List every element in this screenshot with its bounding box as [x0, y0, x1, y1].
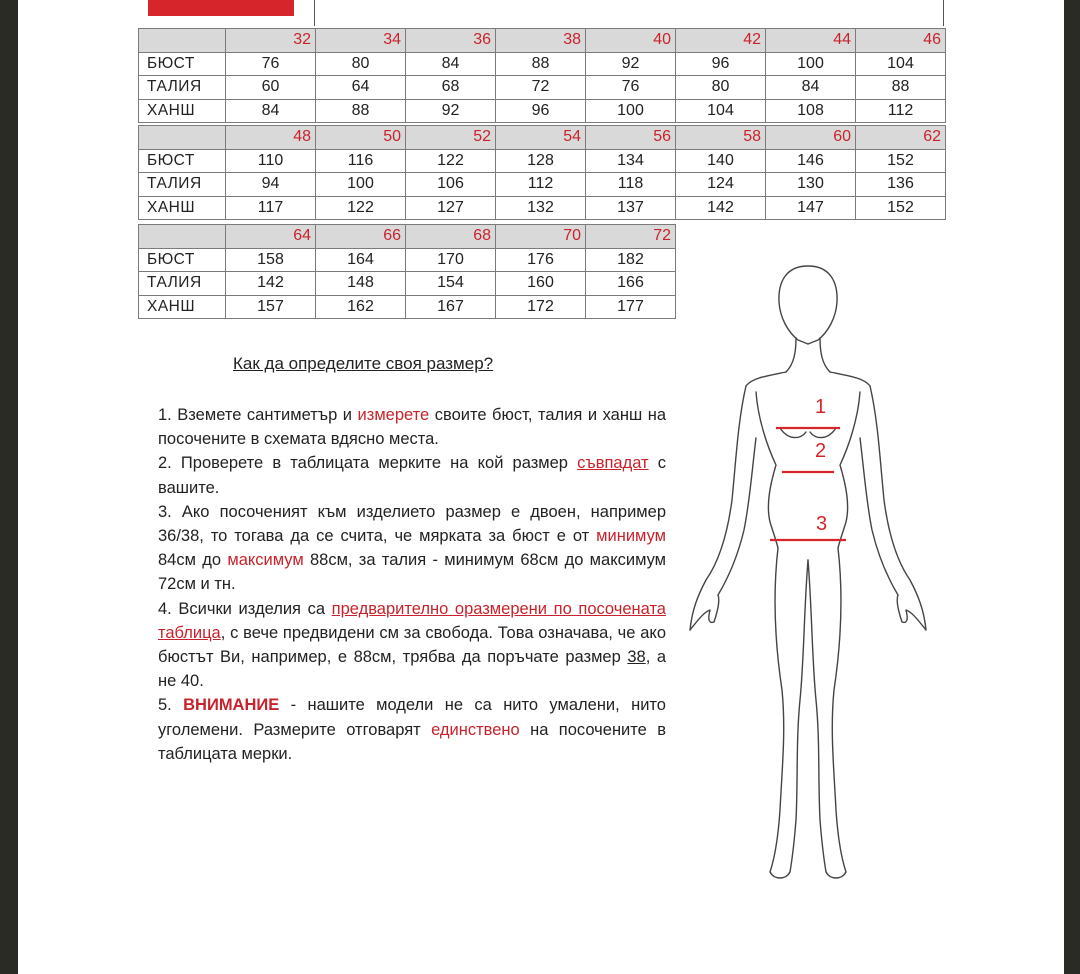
size-header-row	[139, 29, 946, 53]
bust-row: БЮСТ 110 116 122 128 134 140 146 152	[139, 149, 946, 173]
waist-label: ТАЛИЯ	[139, 173, 226, 197]
hips-row: ХАНШ 84 88 92 96 100 104 108 112	[139, 99, 946, 123]
size-cell: 38	[496, 29, 586, 53]
size-cell: 64	[226, 225, 316, 249]
red-header-bar	[148, 0, 294, 16]
waist-row: ТАЛИЯ 60 64 68 72 76 80 84 88	[139, 76, 946, 100]
size-cell: 66	[316, 225, 406, 249]
marker-2: 2	[815, 440, 827, 462]
instruction-2: 2. Проверете в таблицата мерките на кой размер съвпадат с вашите.	[158, 454, 666, 497]
size-cell: 54	[496, 126, 586, 150]
size-cell: 40	[586, 29, 676, 53]
hips-label: ХАНШ	[139, 295, 226, 319]
size-cell: 60	[766, 126, 856, 150]
frame-line	[943, 0, 944, 26]
size-table-3	[138, 224, 676, 319]
size-cell: 48	[226, 126, 316, 150]
instruction-5: 5. ВНИМАНИЕ - нашите модели не са нито умалени, нито уголемени. Размерите отговарят единствено на посочените в таблицата мерки.	[158, 696, 666, 763]
size-cell: 70	[496, 225, 586, 249]
bust-label: БЮСТ	[139, 52, 226, 76]
body-figure-illustration	[658, 260, 958, 890]
hips-row: ХАНШ 157 162 167 172 177	[139, 295, 676, 319]
size-cell: 50	[316, 126, 406, 150]
size-header-row	[139, 126, 946, 150]
size-cell: 52	[406, 126, 496, 150]
instructions-heading: Как да определите своя размер?	[233, 354, 494, 373]
hips-label: ХАНШ	[139, 99, 226, 123]
instruction-1: 1. Вземете сантиметър и измерете своите бюст, талия и ханш на посочените в схемата вдясно места.	[158, 406, 667, 449]
size-header-row	[139, 225, 676, 249]
size-chart-page	[18, 0, 1064, 974]
size-cell: 62	[856, 126, 946, 150]
instruction-4: 4. Всички изделия са предварително оразмерени по посочената таблица, с вече предвидени см за свобода. Това означава, че ако бюстът Ви, например, е 88см, трябва да поръчате размер 38, а не 40.	[158, 599, 666, 691]
hips-label: ХАНШ	[139, 196, 226, 220]
bust-row: БЮСТ 158 164 170 176 182	[139, 248, 676, 272]
size-cell: 72	[586, 225, 676, 249]
frame-line	[314, 0, 315, 26]
waist-row: ТАЛИЯ 94 100 106 112 118 124 130 136	[139, 173, 946, 197]
size-table-1	[138, 28, 946, 123]
waist-label: ТАЛИЯ	[139, 272, 226, 296]
marker-3: 3	[816, 513, 828, 535]
bust-label: БЮСТ	[139, 248, 226, 272]
bust-label: БЮСТ	[139, 149, 226, 173]
size-cell: 34	[316, 29, 406, 53]
waist-label: ТАЛИЯ	[139, 76, 226, 100]
size-cell: 58	[676, 126, 766, 150]
size-cell: 36	[406, 29, 496, 53]
size-cell: 32	[226, 29, 316, 53]
size-cell: 56	[586, 126, 676, 150]
size-cell: 44	[766, 29, 856, 53]
marker-1: 1	[815, 396, 827, 418]
size-cell: 46	[856, 29, 946, 53]
waist-row: ТАЛИЯ 142 148 154 160 166	[139, 272, 676, 296]
instructions-text	[158, 403, 666, 766]
size-table-2	[138, 125, 946, 220]
bust-row: БЮСТ 76 80 84 88 92 96 100 104	[139, 52, 946, 76]
size-cell: 42	[676, 29, 766, 53]
hips-row: ХАНШ 117 122 127 132 137 142 147 152	[139, 196, 946, 220]
instruction-3: 3. Ако посоченият към изделието размер е двоен, например 36/38, то тогава да се счита, че мярката за бюст е от минимум 84см до максимум 88см, за талия - минимум 68см до максимум 72см и тн.	[158, 502, 667, 594]
size-cell: 68	[406, 225, 496, 249]
